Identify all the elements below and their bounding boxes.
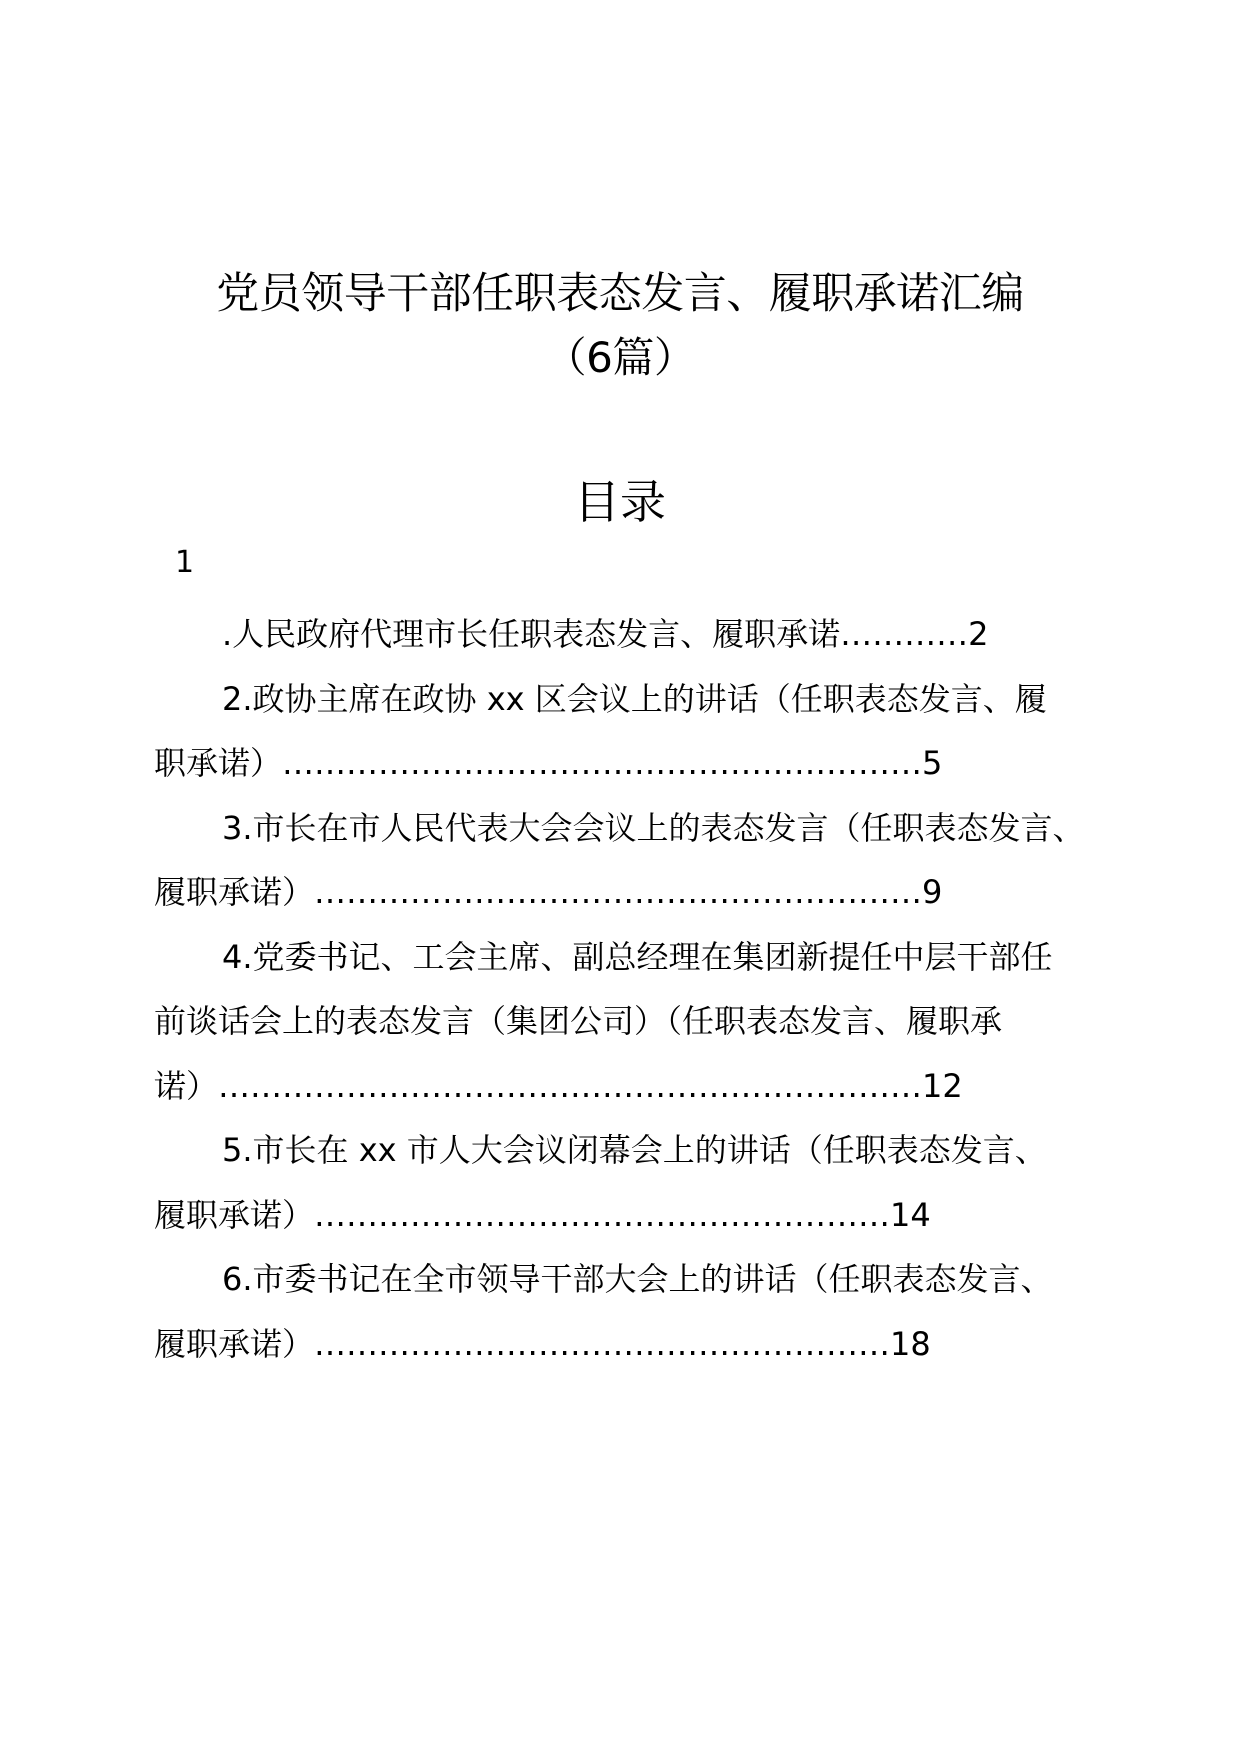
document-title: 党员领导干部任职表态发言、履职承诺汇编	[216, 269, 1024, 319]
table-of-contents	[154, 602, 1092, 1376]
toc-entry-6-line-2[interactable]: 履职承诺）………………………………………………18	[154, 1324, 931, 1363]
document-title-block	[0, 262, 1240, 390]
toc-entry-3-line-1[interactable]: 3.市长在市人民代表大会会议上的表态发言（任职表态发言、	[222, 808, 1085, 847]
toc-entry-2-line-1[interactable]: 2.政协主席在政协 xx 区会议上的讲话（任职表态发言、履	[222, 679, 1047, 718]
toc-lead-number: 1	[175, 545, 195, 580]
toc-entry-5-line-2[interactable]: 履职承诺）………………………………………………14	[154, 1195, 931, 1234]
toc-entry-1[interactable]: .人民政府代理市长任职表态发言、履职承诺…………2	[222, 615, 989, 653]
toc-heading: 目录	[574, 475, 666, 529]
toc-entry-6-line-1[interactable]: 6.市委书记在全市领导干部大会上的讲话（任职表态发言、	[222, 1260, 1053, 1298]
toc-entry-2-line-2[interactable]: 职承诺）……………………………………………………5	[154, 744, 943, 782]
toc-entry-4-line-3[interactable]: 诺）…………………………………………………………12	[154, 1066, 963, 1105]
toc-entry-4-line-2[interactable]: 前谈话会上的表态发言（集团公司）（任职表态发言、履职承	[154, 1002, 1003, 1040]
toc-entry-4-line-1[interactable]: 4.党委书记、工会主席、副总经理在集团新提任中层干部任	[222, 937, 1053, 976]
toc-entry-3-line-2[interactable]: 履职承诺）…………………………………………………9	[154, 873, 943, 911]
document-subtitle: （6篇）	[544, 333, 696, 382]
toc-entry-5-line-1[interactable]: 5.市长在 xx 市人大会议闭幕会上的讲话（任职表态发言、	[222, 1131, 1047, 1169]
